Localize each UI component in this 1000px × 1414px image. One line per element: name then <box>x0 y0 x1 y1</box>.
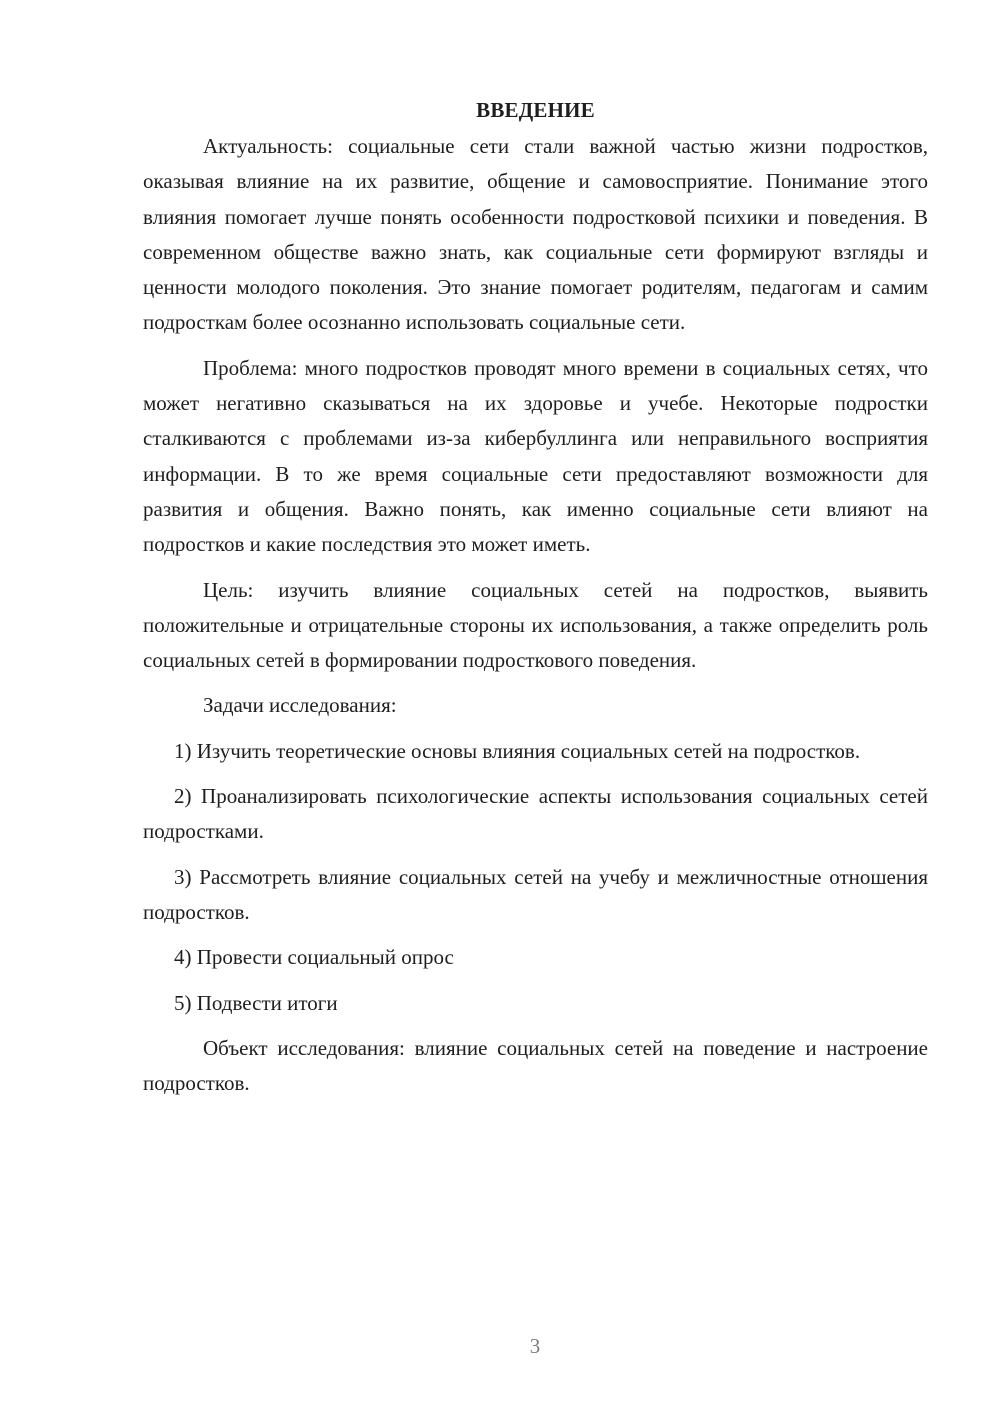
task-item-2: 2) Проанализировать психологические аспекты использования социальных сетей подростками. <box>143 784 928 844</box>
page-number: 3 <box>529 1334 541 1358</box>
goal-paragraph: Цель: изучить влияние социальных сетей на подростков, выявить положительные и отрицательные стороны их использования, а также определить роль социальных сетей в формировании подросткового поведения. <box>143 577 928 673</box>
relevance-paragraph: Актуальность: социальные сети стали важной частью жизни подростков, оказывая влияние на их развитие, общение и самовосприятие. Понимание этого влияния помогает лучше понять особенности подростковой психики и поведения. В современном обществе важно знать, как социальные сети формируют взгляды и ценности молодого поколения. Это знание помогает родителям, педагогам и самим подросткам более осознанно использовать социальные сети. <box>143 134 928 335</box>
page-content <box>143 92 928 1111</box>
object-paragraph: Объект исследования: влияние социальных сетей на поведение и настроение подростков. <box>143 1035 928 1096</box>
task-item-1: 1) Изучить теоретические основы влияния социальных сетей на подростков. <box>174 738 861 763</box>
problem-paragraph: Проблема: много подростков проводят много времени в социальных сетях, что может негативно сказываться на их здоровье и учебе. Некоторые подростки сталкиваются с проблемами из-за кибербуллинга или неправильного восприятия информации. В то же время социальные сети предоставляют возможности для развития и общения. Важно понять, как именно социальные сети влияют на подростков и какие последствия это может иметь. <box>143 355 928 557</box>
task-item-5: 5) Подвести итоги <box>174 990 338 1015</box>
tasks-title: Задачи исследования: <box>203 693 397 718</box>
task-item-4: 4) Провести социальный опрос <box>174 945 454 970</box>
task-item-3: 3) Рассмотреть влияние социальных сетей на учебу и межличностные отношения подростков. <box>143 864 928 924</box>
section-heading: ВВЕДЕНИЕ <box>476 98 595 122</box>
